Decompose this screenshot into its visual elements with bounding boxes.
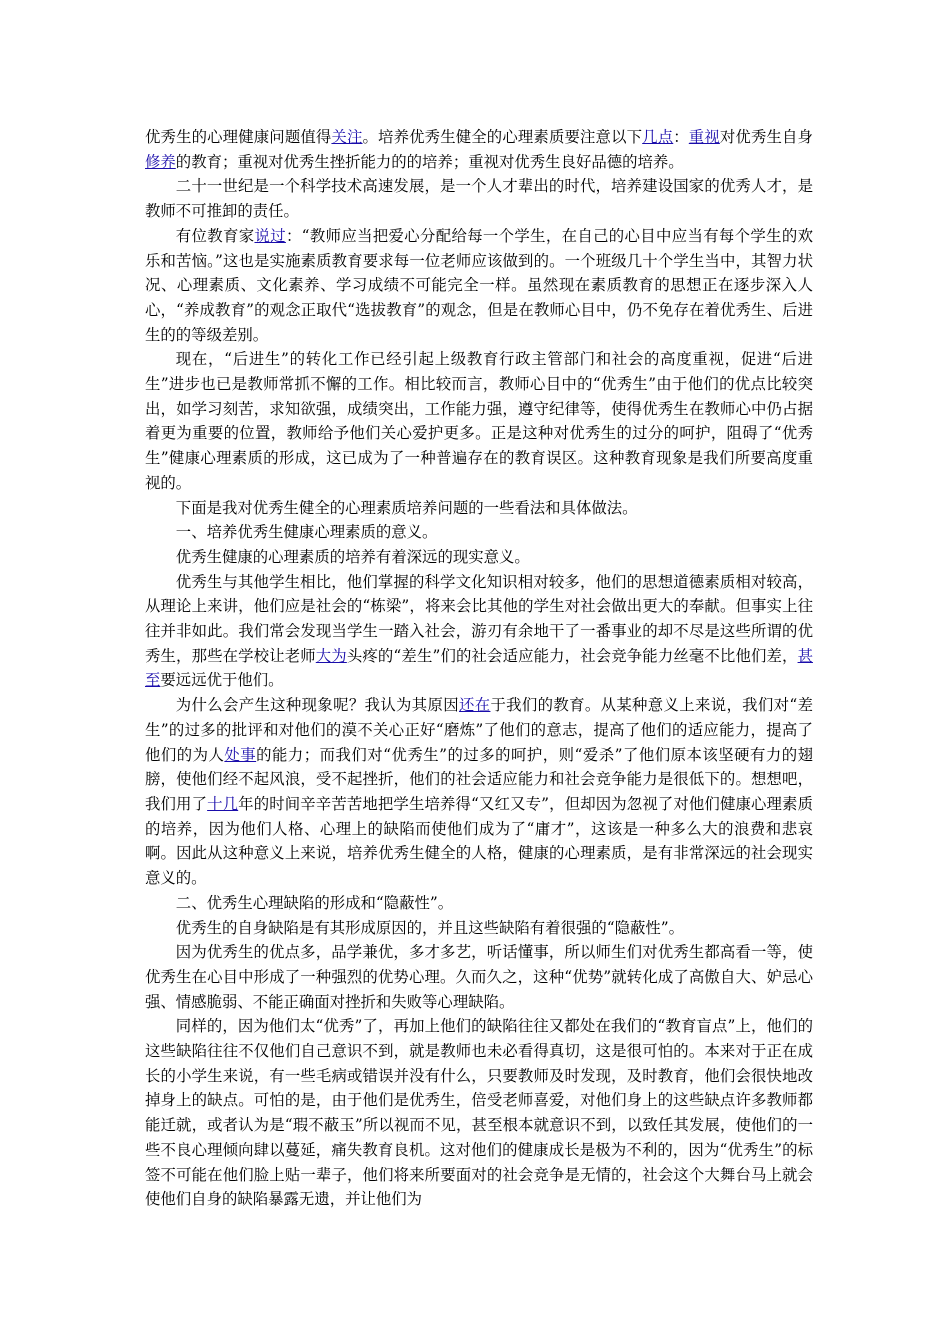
paragraph [145, 496, 813, 521]
paragraph [145, 224, 813, 348]
paragraph-text: 的能力；而我们对“优秀生”的过多的呵护，则“爱杀”了他们原本该坚硬有力的翅膀，使他们经不起风浪，受不起挫折，他们的社会适应能力和社会竞争能力是很低下的。想想吧，我们用了 [145, 745, 813, 813]
inline-link[interactable]: 甚至 [145, 646, 813, 690]
paragraph [145, 125, 813, 174]
paragraph-text: ：“教师应当把爱心分配给每一个学生，在自己的心目中应当有每个学生的欢乐和苦恼。”这也是实施素质教育要求每一位老师应该做到的。一个班级几十个学生当中，其智力状况、心理素质、文化素养、学习成绩不可能完全一样。虽然现在素质教育的思想正在逐步深入人心，“养成教育”的观念正取代“选拔教育”的观念，但是在教师心目中，仍不免存在着优秀生、后进生的的等级差别。 [145, 226, 813, 344]
inline-link[interactable]: 十几 [207, 794, 239, 813]
paragraph-text: 优秀生健康的心理素质的培养有着深远的现实意义。 [175, 547, 530, 566]
paragraph-text: 。培养优秀生健全的心理素质要注意以下 [362, 128, 643, 146]
paragraph [145, 940, 813, 1014]
paragraph-text: 要远远优于他们。 [160, 671, 284, 690]
paragraph [145, 1014, 813, 1212]
paragraph-text: ： [673, 128, 689, 146]
inline-link[interactable]: 处事 [224, 745, 257, 764]
inline-link[interactable]: 关注 [331, 128, 363, 146]
inline-link[interactable]: 大为 [315, 646, 347, 665]
paragraph [145, 916, 813, 941]
paragraph-text: 对优秀生自身 [719, 128, 813, 146]
paragraph-text: 的教育；重视对优秀生挫折能力的的培养；重视对优秀生良好品德的培养。 [175, 152, 684, 171]
paragraph [145, 347, 813, 495]
paragraph-text: 为什么会产生这种现象呢？我认为其原因 [175, 696, 459, 715]
paragraph [145, 570, 813, 694]
inline-link[interactable]: 重视 [688, 128, 720, 146]
paragraph-text: 有位教育家 [175, 226, 255, 245]
inline-link[interactable]: 修养 [145, 152, 176, 171]
paragraph-text: 一、培养优秀生健康心理素质的意义。 [175, 523, 438, 542]
paragraph [145, 693, 813, 891]
paragraph-text: 优秀生的自身缺陷是有其形成原因的，并且这些缺陷有着很强的“隐蔽性”。 [175, 918, 685, 937]
paragraph-text: 优秀生的心理健康问题值得 [145, 128, 332, 146]
paragraph-text: 头疼的“差生”们的社会适应能力，社会竞争能力丝毫不比他们差， [346, 646, 798, 665]
paragraph-text: 于我们的教育。从某种意义上来说，我们对“差生”的过多的批评和对他们的漠不关心正好“磨炼”了他们的意志，提高了他们的适应能力，提高了他们的为人 [145, 696, 813, 764]
paragraph [145, 520, 813, 545]
paragraph-text: 因为优秀生的优点多，品学兼优，多才多艺，听话懂事，所以师生们对优秀生都高看一等，使优秀生在心目中形成了一种强烈的优势心理。久而久之，这种“优势”就转化成了高傲自大、妒忌心强、情感脆弱、不能正确面对挫折和失败等心理缺陷。 [145, 943, 813, 1011]
inline-link[interactable]: 还在 [458, 696, 491, 715]
document-body [145, 125, 813, 1212]
paragraph [145, 891, 813, 916]
paragraph [145, 174, 813, 223]
paragraph-text: 优秀生与其他学生相比，他们掌握的科学文化知识相对较多，他们的思想道德素质相对较高，从理论上来讲，他们应是社会的“栋梁”，将来会比其他的学生对社会做出更大的奉献。但事实上往往并非如此。我们常会发现当学生一踏入社会，游刃有余地干了一番事业的却不尽是这些所谓的优秀生，那些在学校让老师 [145, 572, 813, 665]
paragraph-text: 年的时间辛辛苦苦地把学生培养得“又红又专”，但却因为忽视了对他们健康心理素质的培养，因为他们人格、心理上的缺陷而使他们成为了“庸才”，这该是一种多么大的浪费和悲哀啊。因此从这种意义上来说，培养优秀生健全的人格，健康的心理素质，是有非常深远的社会现实意义的。 [145, 794, 813, 888]
paragraph-text: 下面是我对优秀生健全的心理素质培养问题的一些看法和具体做法。 [175, 498, 638, 517]
paragraph-text: 二十一世纪是一个科学技术高速发展，是一个人才辈出的时代，培养建设国家的优秀人才，是教师不可推卸的责任。 [145, 177, 813, 221]
paragraph [145, 545, 813, 570]
paragraph-text: 现在，“后进生”的转化工作已经引起上级教育行政主管部门和社会的高度重视，促进“后进生”进步也已是教师常抓不懈的工作。相比较而言，教师心目中的“优秀生”由于他们的优点比较突出，如学习刻苦，求知欲强，成绩突出，工作能力强，遵守纪律等，使得优秀生在教师心中仍占据着更为重要的位置，教师给予他们关心爱护更多。正是这种对优秀生的过分的呵护，阻碍了“优秀生”健康心理素质的形成，这已成为了一种普遍存在的教育误区。这种教育现象是我们所要高度重视的。 [145, 350, 813, 492]
inline-link[interactable]: 几点 [642, 128, 674, 146]
inline-link[interactable]: 说过 [254, 226, 286, 245]
paragraph-text: 同样的，因为他们太“优秀”了，再加上他们的缺陷往往又都处在我们的“教育盲点”上，他们的这些缺陷往往不仅他们自己意识不到，就是教师也未必看得真切，这是很可怕的。本来对于正在成长的小学生来说，有一些毛病或错误并没有什么，只要教师及时发现，及时教育，他们会很快地改掉身上的缺点。可怕的是，由于他们是优秀生，倍受老师喜爱，对他们身上的这些缺点许多教师都能迁就，或者认为是“瑕不蔽玉”所以视而不见，甚至根本就意识不到，以致任其发展，使他们的一些不良心理倾向肆以蔓延，痛失教育良机。这对他们的健康成长是极为不利的，因为“优秀生”的标签不可能在他们脸上贴一辈子，他们将来所要面对的社会竞争是无情的，社会这个大舞台马上就会使他们自身的缺陷暴露无遗，并让他们为 [145, 1017, 813, 1209]
paragraph-text: 二、优秀生心理缺陷的形成和“隐蔽性”。 [175, 893, 454, 912]
